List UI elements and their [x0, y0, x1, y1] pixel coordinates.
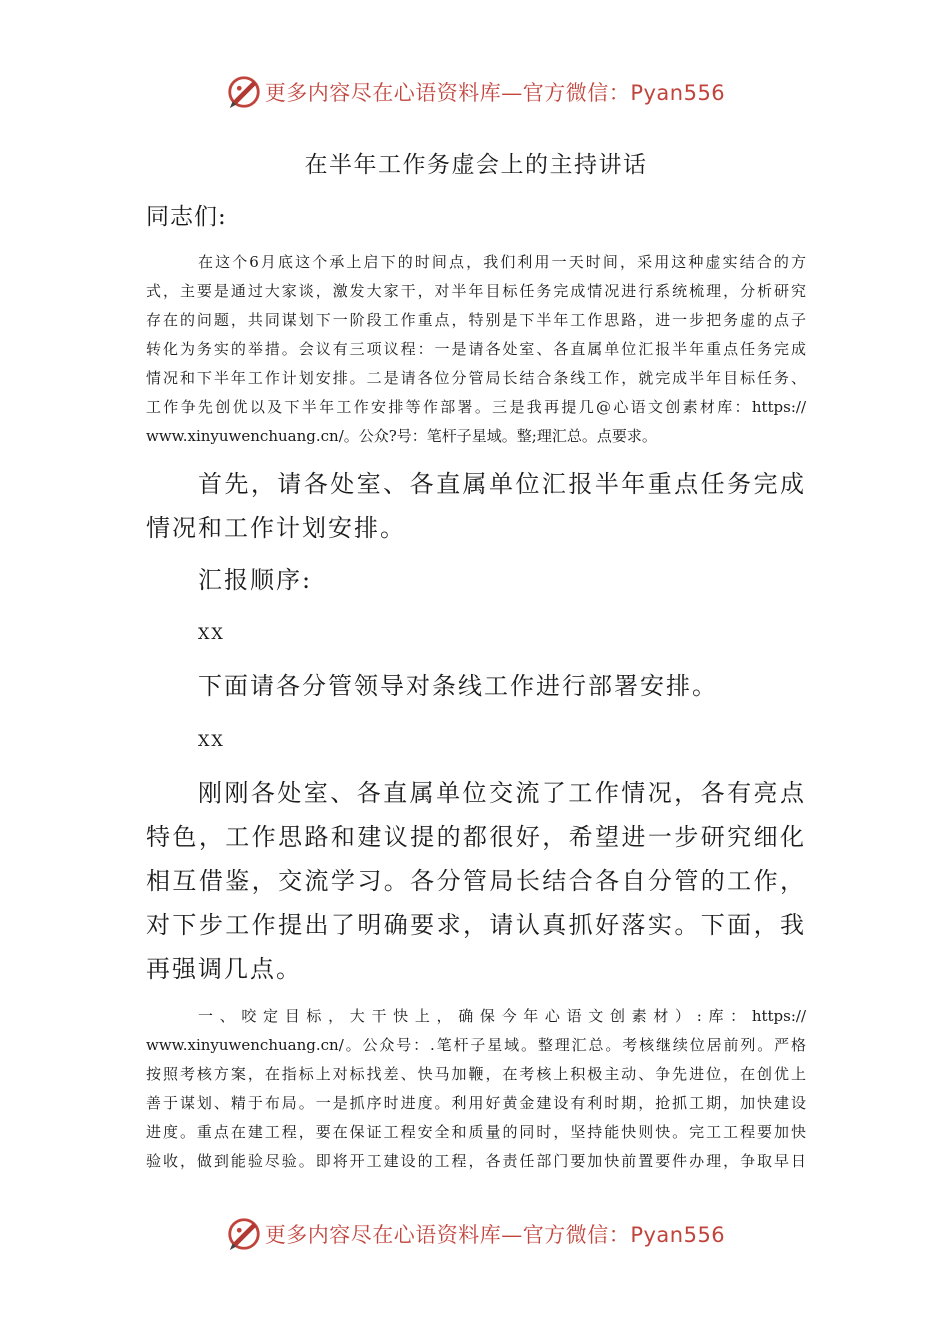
- paragraph-order: 汇报顺序:: [198, 566, 313, 594]
- page-title: 在半年工作务虚会上的主持讲话: [304, 152, 648, 178]
- salutation: 同志们:: [146, 204, 227, 230]
- logo-icon: [225, 73, 263, 111]
- banner-text: 更多内容尽在心语资料库—官方微信：Pyan556: [264, 1223, 726, 1247]
- paragraph-leaders: 下面请各分管领导对条线工作进行部署安排。: [198, 672, 718, 700]
- paragraph-intro: 在这个6月底这个承上启下的时间点，我们利用一天时间，采用这种虚实结合的方 式，主要是通过大家谈，激发大家干，对半年目标任务完成情况进行系统梳理，分析研究 存在的问题，共同谋划下一阶段工作重点，特别是下半年工作思路，进一步把务虚的点子 转化为务实的举措。会议有三项议程：一是请各处室、各直属单位汇报半年重点任务完成 情况和下半年工作计划安排。二是请各位分管局长结合条线工作，就完成半年目标任务、 工作争先创优以及下半年工作安排等作部署。三是我再提几@心语文创素材库：https:// www.xinyuwenchuang.cn/。公众?号：笔杆子星域。整;理汇总。点要求。: [146, 253, 806, 445]
- header-banner: [0, 70, 950, 114]
- footer-banner: [0, 1212, 950, 1256]
- placeholder-xx-1: XX: [198, 624, 225, 643]
- logo-icon: [225, 1215, 263, 1253]
- paragraph-summary: 刚刚各处室、各直属单位交流了工作情况，各有亮点 特色，工作思路和建议提的都很好，希望进一步研究细化 相互借鉴，交流学习。各分管局长结合各自分管的工作， 对下步工作提出了明确要求，请认真抓好落实。下面，我 再强调几点。: [146, 779, 806, 983]
- placeholder-xx-2: XX: [198, 731, 225, 750]
- paragraph-first: 首先，请各处室、各直属单位汇报半年重点任务完成 情况和工作计划安排。: [146, 470, 806, 542]
- banner-text: 更多内容尽在心语资料库—官方微信：Pyan556: [264, 81, 726, 105]
- paragraph-point-one: 一、咬定目标，大干快上，确保今年心语文创素材）:库：https:// www.xinyuwenchuang.cn/。公众号：.笔杆子星域。整理汇总。考核继续位居前列。严格 按照考核方案，在指标上对标找差、快马加鞭，在考核上积极主动、争先进位，在创优上 善于谋划、精于布局。一是抓序时进度。利用好黄金建设有利时期，抢抓工期，加快建设 进度。重点在建工程，要在保证工程安全和质量的同时，坚持能快则快。完工工程要加快 验收，做到能验尽验。即将开工建设的工程，各责任部门要加快前置要件办理，争取早日: [146, 1007, 806, 1170]
